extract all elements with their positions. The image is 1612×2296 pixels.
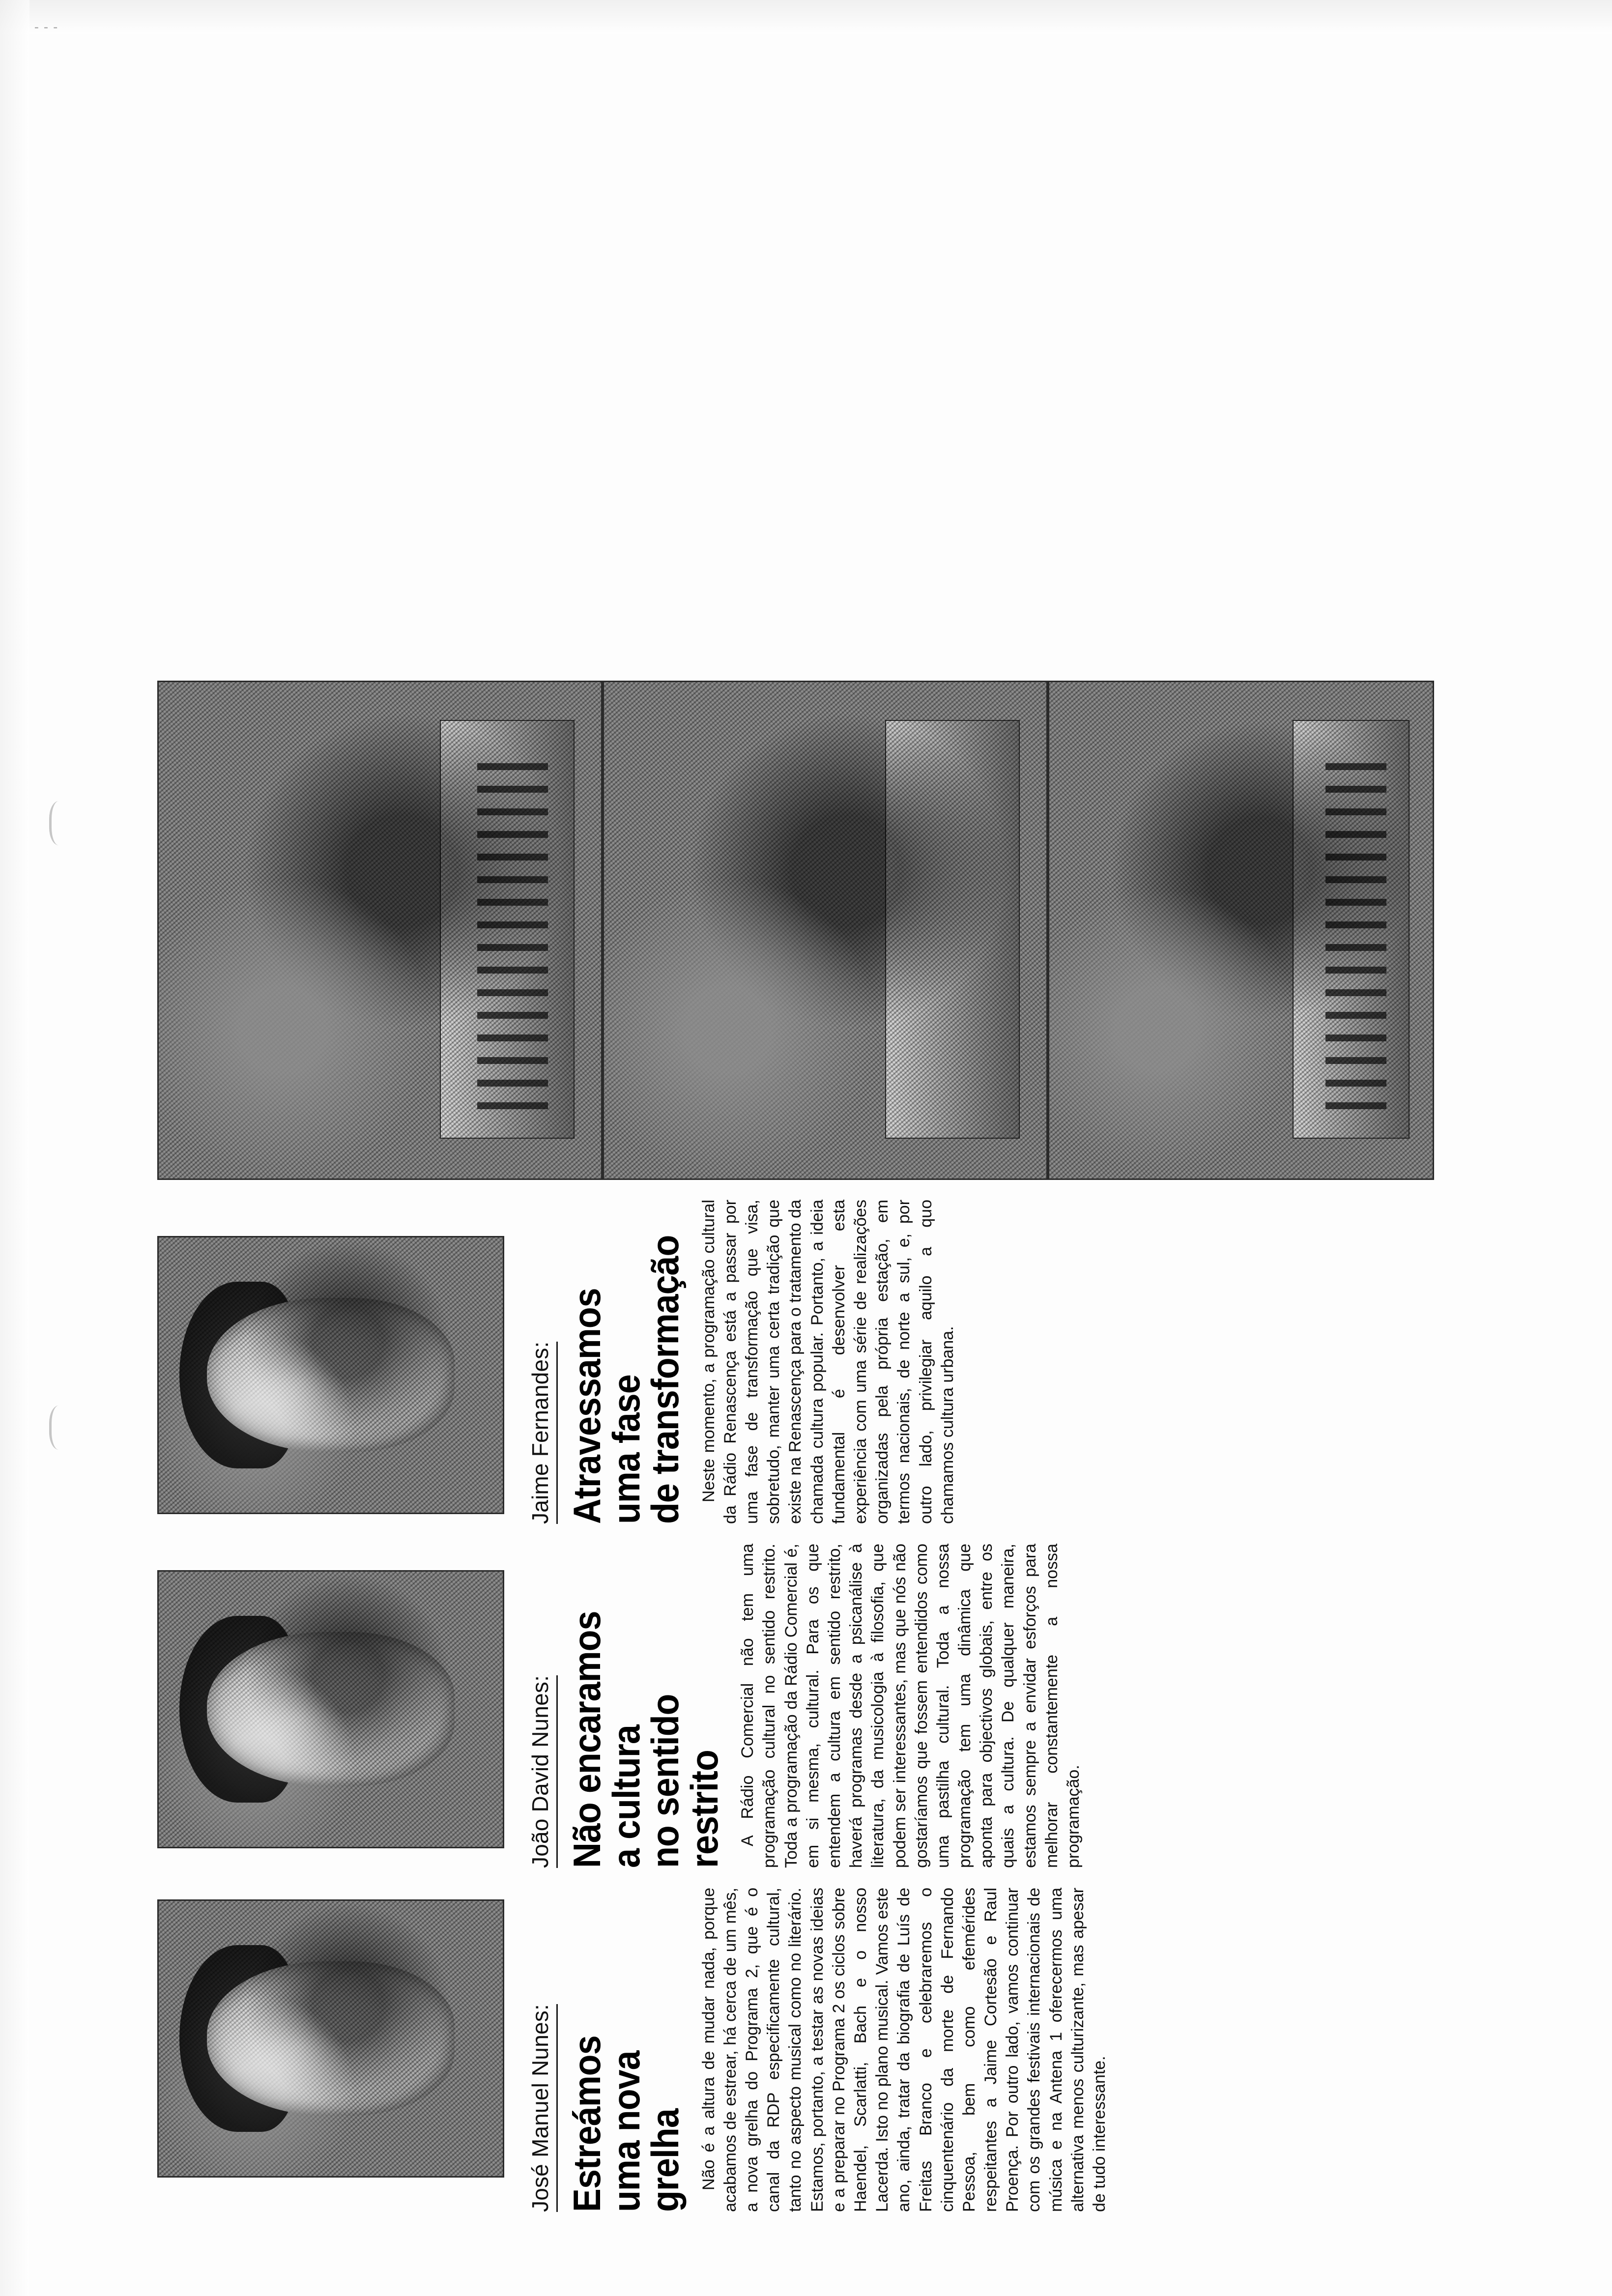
article-column-jaime-fernandes (157, 1180, 1455, 1524)
portrait-jaime-fernandes (157, 1236, 504, 1514)
kicker-jaime-fernandes: Jaime Fernandes: (527, 1342, 558, 1524)
halftone-grain (1049, 682, 1433, 1178)
body-paragraph: Não é a altura de mudar nada, porque acabamos de estrear, há cerca de um mês, a nova grelha do Programa 2, que é o canal da RDP especificamente cultural, tanto no aspecto musical como no literário. Estamos, portanto, a testar as novas ideias e a preparar no Programa 2 os ciclos sobre Haendel, Scarlatti, Bach e o nosso Lacerda. Isto no plano musical. Vamos este ano, ainda, tratar da biografia de Luís de Freitas Branco e celebraremos o cinquentenário da morte de Fernando Pessoa, bem como efemérides respeitantes a Jaime Cortesão e Raul Proença. Por outro lado, vamos continuar com os grandes festivais internacionais de música e na Antena 1 oferecermos uma alternativa menos culturizante, mas apesar de tudo interessante. (699, 1888, 1109, 2212)
article-layout (157, 84, 1455, 2212)
studio-photo-control-room (603, 681, 1048, 1180)
headline-line-2: uma fase (604, 1375, 648, 1524)
headline-line-3: de transformação (643, 1235, 687, 1524)
clipping-rotated-frame (143, 55, 1469, 2241)
headline-line-4: restrito (682, 1750, 726, 1868)
headline-line-2: uma nova (604, 2051, 648, 2212)
body-text-jaime-fernandes (698, 1200, 958, 1524)
portrait-joao-david-nunes (157, 1570, 504, 1848)
halftone-grain (159, 682, 601, 1178)
headline-jaime-fernandes (565, 1226, 687, 1524)
halftone-grain (159, 1572, 503, 1847)
body-paragraph: Neste momento, a programação cultural da Rádio Renascença está a passar por uma fase de transformação que visa, sobretudo, manter uma certa tradição que existe na Renascença para o tratamento da chamada cultura popular. Portanto, a ideia fundamental é desenvolver esta experiência com uma série de realizações organizadas pela própria estação, em termos nacionais, de norte a sul, e, por outro lado, privilegiar aquilo a quo chamamos cultura urbana. (699, 1200, 957, 1524)
body-text-joao-david-nunes (737, 1544, 1084, 1868)
halftone-grain (159, 1901, 503, 2176)
studio-photo-equipment (1048, 681, 1434, 1180)
studio-photo-mixing-desk (157, 681, 603, 1180)
halftone-grain (159, 1237, 503, 1513)
studio-photo-strip (157, 123, 1455, 1180)
headline-jose-manuel-nunes (565, 1914, 687, 2212)
body-text-jose-manuel-nunes (698, 1888, 1111, 2212)
headline-line-1: Estreámos (565, 2036, 608, 2212)
halftone-grain (604, 682, 1046, 1178)
headline-line-3: grelha (643, 2109, 687, 2212)
portrait-jose-manuel-nunes (157, 1899, 504, 2178)
kicker-jose-manuel-nunes: José Manuel Nunes: (527, 2004, 558, 2212)
headline-line-3: no sentido (643, 1694, 687, 1868)
kicker-joao-david-nunes: João David Nunes: (527, 1675, 558, 1868)
article-column-joao-david-nunes (157, 1524, 1455, 1868)
scan-smudge-mark: - - - (34, 20, 58, 34)
headline-line-1: Atravessamos (565, 1288, 608, 1524)
headline-line-1: Não encaramos (565, 1611, 608, 1868)
scan-edge-left (0, 0, 29, 2296)
binder-hole-mark-top (49, 801, 68, 845)
article-column-jose-manuel-nunes (157, 1868, 1455, 2212)
headline-line-2: a cultura (604, 1725, 648, 1868)
binder-hole-mark-bottom (49, 1406, 68, 1450)
scan-edge-top (0, 0, 1612, 34)
headline-joao-david-nunes (565, 1570, 726, 1868)
body-paragraph: A Rádio Comercial não tem uma programação cultural no sentido restrito. Toda a programação da Rádio Comercial é, em si mesma, cultural. Para os que entendem a cultura em sentido restrito, haverá programas desde a psicanálise à literatura, da musicologia à filosofia, que podem ser interessantes, mas que nós não gostaríamos que fossem entendidos como uma pastilha cultural. Toda a nossa programação tem uma dinâmica que aponta para objectivos globais, entre os quais a cultura. De qualquer maneira, estamos sempre a envidar esforços para melhorar constantemente a nossa programação. (738, 1544, 1083, 1868)
